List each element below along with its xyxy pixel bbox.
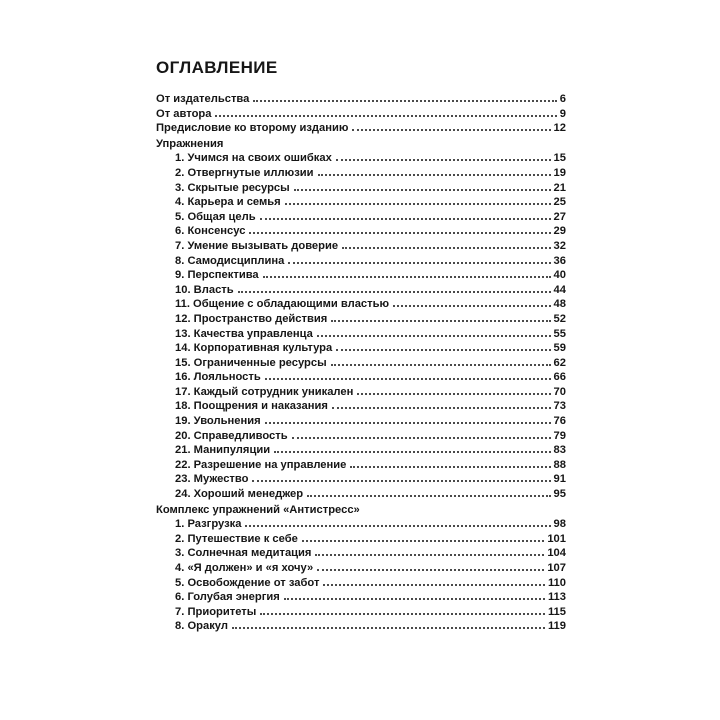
dot-leader (260, 218, 551, 220)
toc-entry (156, 166, 566, 181)
toc-entry-page-number: 66 (553, 371, 566, 384)
toc-entry (156, 297, 566, 312)
dot-leader (336, 349, 550, 351)
toc-entry-label: 10. Власть (175, 283, 234, 296)
toc-entry-label: Предисловие ко второму изданию (156, 122, 349, 135)
dot-leader (249, 232, 550, 234)
toc-entry-label: 11. Общение с обладающими властью (175, 298, 390, 311)
toc-entry (156, 92, 566, 107)
toc-entry-page-number: 79 (553, 429, 566, 442)
toc-content (156, 58, 566, 634)
toc-entry-page-number: 6 (559, 93, 566, 105)
dot-leader (245, 525, 550, 527)
toc-entry-page-number: 95 (553, 488, 566, 501)
toc-entry-page-number: 76 (553, 415, 566, 428)
toc-entry-label: Упражнения (156, 137, 224, 150)
toc-entry-page-number: 59 (553, 342, 566, 355)
toc-entry-label: 16. Лояльность (175, 371, 261, 384)
dot-leader (342, 247, 550, 249)
toc-entry-page-number: 83 (553, 444, 566, 457)
toc-entry (156, 210, 566, 225)
toc-entry-label: 20. Справедливость (175, 429, 288, 442)
toc-entry (156, 458, 566, 473)
toc-entry (156, 443, 566, 458)
toc-entry (156, 472, 566, 487)
toc-entry-label: 7. Приоритеты (175, 605, 257, 618)
toc-entry-label: 7. Умение вызывать доверие (175, 239, 339, 252)
dot-leader (285, 203, 551, 205)
toc-entry (156, 561, 566, 576)
toc-entry-page-number: 73 (553, 400, 566, 413)
dot-leader (336, 159, 551, 161)
toc-entry (156, 487, 566, 502)
toc-entry-page-number: 52 (553, 312, 566, 325)
toc-entry-label: 2. Путешествие к себе (175, 532, 298, 545)
toc-entry-label: 14. Корпоративная культура (175, 342, 333, 355)
dot-leader (317, 335, 551, 337)
toc-entry-label: 3. Солнечная медитация (175, 547, 312, 560)
toc-entry-page-number: 15 (553, 152, 566, 165)
toc-entry-label: 9. Перспектива (175, 269, 259, 282)
dot-leader (215, 115, 556, 117)
dot-leader (352, 129, 550, 131)
page-title: ОГЛАВЛЕНИЕ (156, 58, 278, 77)
toc-entry (156, 181, 566, 196)
toc-entry-label: От издательства (156, 93, 250, 105)
toc-entry-page-number: 110 (547, 576, 566, 589)
toc-entry-label: 4. Карьера и семья (175, 196, 281, 209)
toc-entry-page-number: 115 (547, 605, 566, 618)
dot-leader (331, 364, 551, 366)
dot-leader (332, 407, 551, 409)
toc-entry-label: 23. Мужество (175, 473, 249, 486)
dot-leader (274, 451, 550, 453)
toc-entry-label: 5. Освобождение от забот (175, 576, 320, 589)
toc-entry-page-number: 104 (547, 547, 566, 560)
toc-entry-page-number: 19 (553, 166, 566, 179)
toc-entry-label: От автора (156, 107, 212, 120)
toc-entry-label: 21. Манипуляции (175, 444, 271, 457)
toc-entry-label: 6. Консенсус (175, 225, 246, 238)
dot-leader (307, 495, 550, 497)
toc-entry-label: 1. Учимся на своих ошибках (175, 152, 332, 165)
dot-leader (357, 393, 550, 395)
toc-entry (156, 590, 566, 605)
toc-entry (156, 414, 566, 429)
toc-entry (156, 356, 566, 371)
toc-entry-label: 1. Разгрузка (175, 518, 242, 531)
toc-entry (156, 605, 566, 620)
toc-entry-page-number: 12 (553, 122, 566, 135)
toc-entry-label: 15. Ограниченные ресурсы (175, 356, 327, 369)
dot-leader (350, 466, 550, 468)
toc-entry (156, 546, 566, 561)
dot-leader (238, 291, 551, 293)
toc-entry-page-number: 21 (553, 181, 566, 194)
toc-entry-label: 12. Пространство действия (175, 312, 328, 325)
toc-entry (156, 385, 566, 400)
toc-entry (156, 151, 566, 166)
toc-entry (156, 370, 566, 385)
toc-entry-page-number: 40 (553, 269, 566, 282)
toc-entry (156, 254, 566, 269)
toc-entry-page-number: 36 (553, 254, 566, 267)
dot-leader (292, 437, 551, 439)
toc-entry (156, 517, 566, 532)
toc-section-header (156, 137, 566, 152)
toc-entry-label: 17. Каждый сотрудник уникален (175, 385, 354, 398)
toc-entry-page-number: 101 (547, 532, 566, 545)
dot-leader (331, 320, 550, 322)
toc-entry (156, 283, 566, 298)
toc-entry-label: 19. Увольнения (175, 415, 261, 428)
dot-leader (265, 378, 551, 380)
dot-leader (393, 305, 550, 307)
toc-entry-page-number: 9 (559, 107, 566, 120)
toc-entry-page-number: 27 (553, 210, 566, 223)
toc-entry-label: 4. «Я должен» и «я хочу» (175, 562, 314, 574)
toc-entry (156, 619, 566, 634)
dot-leader (302, 540, 544, 542)
toc-entry (156, 195, 566, 210)
dot-leader (263, 276, 551, 278)
toc-entry-page-number: 62 (553, 356, 566, 369)
toc-entry-label: 8. Самодисциплина (175, 254, 285, 267)
toc-entry-label: 8. Оракул (175, 620, 228, 633)
toc-entry (156, 224, 566, 239)
toc-entry-label: 24. Хороший менеджер (175, 488, 304, 501)
dot-leader (253, 100, 556, 102)
toc-entry (156, 268, 566, 283)
toc-entry (156, 107, 566, 122)
dot-leader (318, 174, 551, 176)
dot-leader (317, 569, 544, 571)
toc-entry-page-number: 113 (547, 591, 566, 604)
toc-entry (156, 121, 566, 136)
dot-leader (260, 613, 545, 615)
toc-entry (156, 341, 566, 356)
toc-entry-label: 18. Поощрения и наказания (175, 400, 328, 413)
dot-leader (294, 189, 551, 191)
toc-entry-label: 22. Разрешение на управление (175, 458, 347, 471)
dot-leader (252, 480, 550, 482)
toc-entry-page-number: 107 (547, 562, 566, 574)
toc-list (156, 92, 566, 634)
toc-entry-page-number: 25 (553, 196, 566, 209)
toc-entry (156, 576, 566, 591)
toc-entry-page-number: 32 (553, 239, 566, 252)
dot-leader (323, 584, 544, 586)
toc-entry (156, 327, 566, 342)
toc-entry-page-number: 44 (553, 283, 566, 296)
dot-leader (315, 554, 544, 556)
toc-entry-page-number: 55 (553, 327, 566, 340)
toc-entry-label: Комплекс упражнений «Антистресс» (156, 503, 360, 516)
toc-entry-label: 2. Отвергнутые иллюзии (175, 166, 314, 179)
toc-entry-page-number: 48 (553, 298, 566, 311)
toc-entry-label: 3. Скрытые ресурсы (175, 181, 290, 194)
toc-entry-page-number: 98 (553, 518, 566, 531)
toc-section-header (156, 503, 566, 518)
toc-entry-page-number: 88 (553, 458, 566, 471)
toc-entry-page-number: 91 (553, 473, 566, 486)
toc-entry-page-number: 70 (553, 385, 566, 398)
dot-leader (284, 598, 545, 600)
dot-leader (232, 627, 545, 629)
toc-entry (156, 429, 566, 444)
toc-entry-label: 5. Общая цель (175, 210, 256, 223)
toc-entry-label: 6. Голубая энергия (175, 591, 280, 604)
toc-entry (156, 532, 566, 547)
dot-leader (265, 422, 551, 424)
toc-entry-page-number: 119 (547, 620, 566, 633)
dot-leader (288, 262, 550, 264)
toc-entry (156, 312, 566, 327)
toc-entry-label: 13. Качества управленца (175, 327, 313, 340)
toc-entry-page-number: 29 (553, 225, 566, 238)
toc-entry (156, 399, 566, 414)
toc-entry (156, 239, 566, 254)
